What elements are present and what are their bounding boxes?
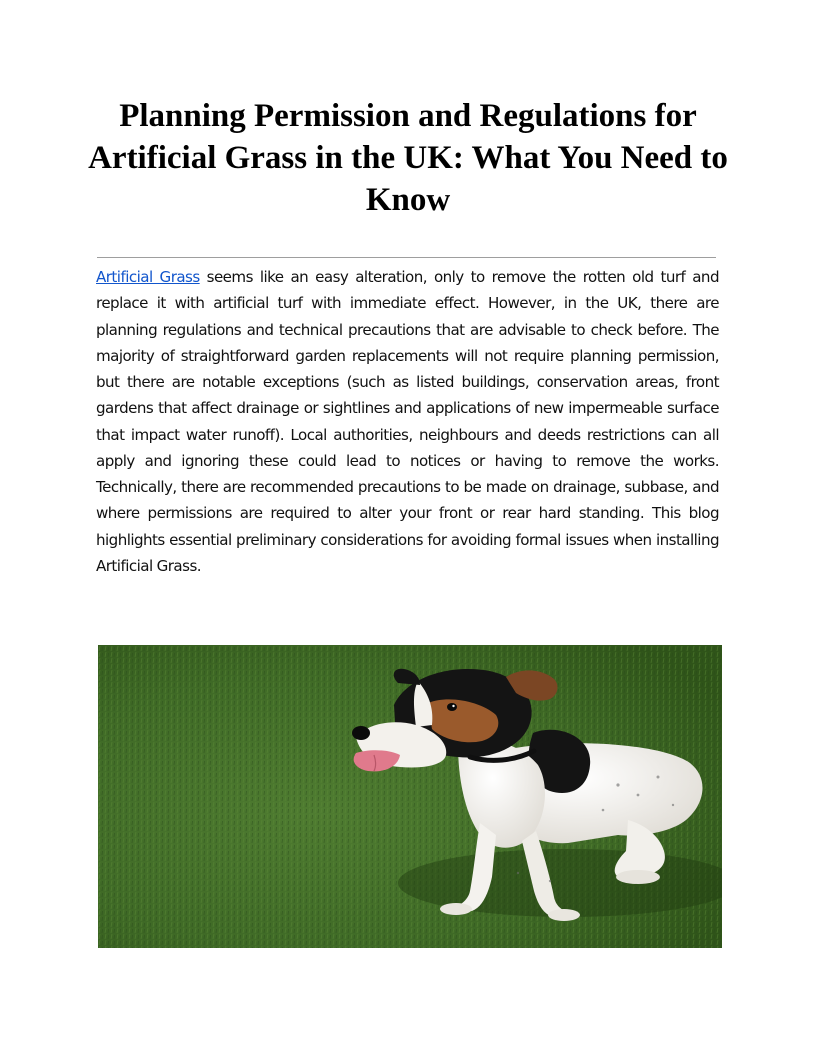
dog-on-grass-illustration [98, 645, 722, 948]
page-title [70, 95, 746, 221]
artificial-grass-link[interactable]: Artificial Grass [96, 268, 200, 286]
intro-paragraph [96, 264, 719, 579]
title-line-1: Planning Permission and Regulations for [119, 98, 697, 134]
title-line-3: Know [365, 182, 451, 218]
title-line-2: Artificial Grass in the UK: What You Need to [88, 140, 728, 176]
intro-body-text: seems like an easy alteration, only to remove the rotten old turf and replace it with artificial turf with immediate effect. However, in the UK, there are planning regulations and technical precautions that are advisable to check before. The majority of straightforward garden replacements will not require planning permission, but there are notable exceptions (such as listed buildings, conservation areas, front gardens that affect drainage or sightlines and applications of new impermeable surface that impact water runoff). Local authorities, neighbours and deeds restrictions can all apply and ignoring these could lead to notices or having to remove the works. Technically, there are recommended precautions to be made on drainage, subbase, and where permissions are required to alter your front or rear hard standing. This blog highlights essential preliminary considerations for avoiding formal issues when installing Artificial Grass. [96, 268, 719, 575]
title-divider [97, 257, 716, 258]
dog-on-grass-photo [98, 645, 722, 948]
